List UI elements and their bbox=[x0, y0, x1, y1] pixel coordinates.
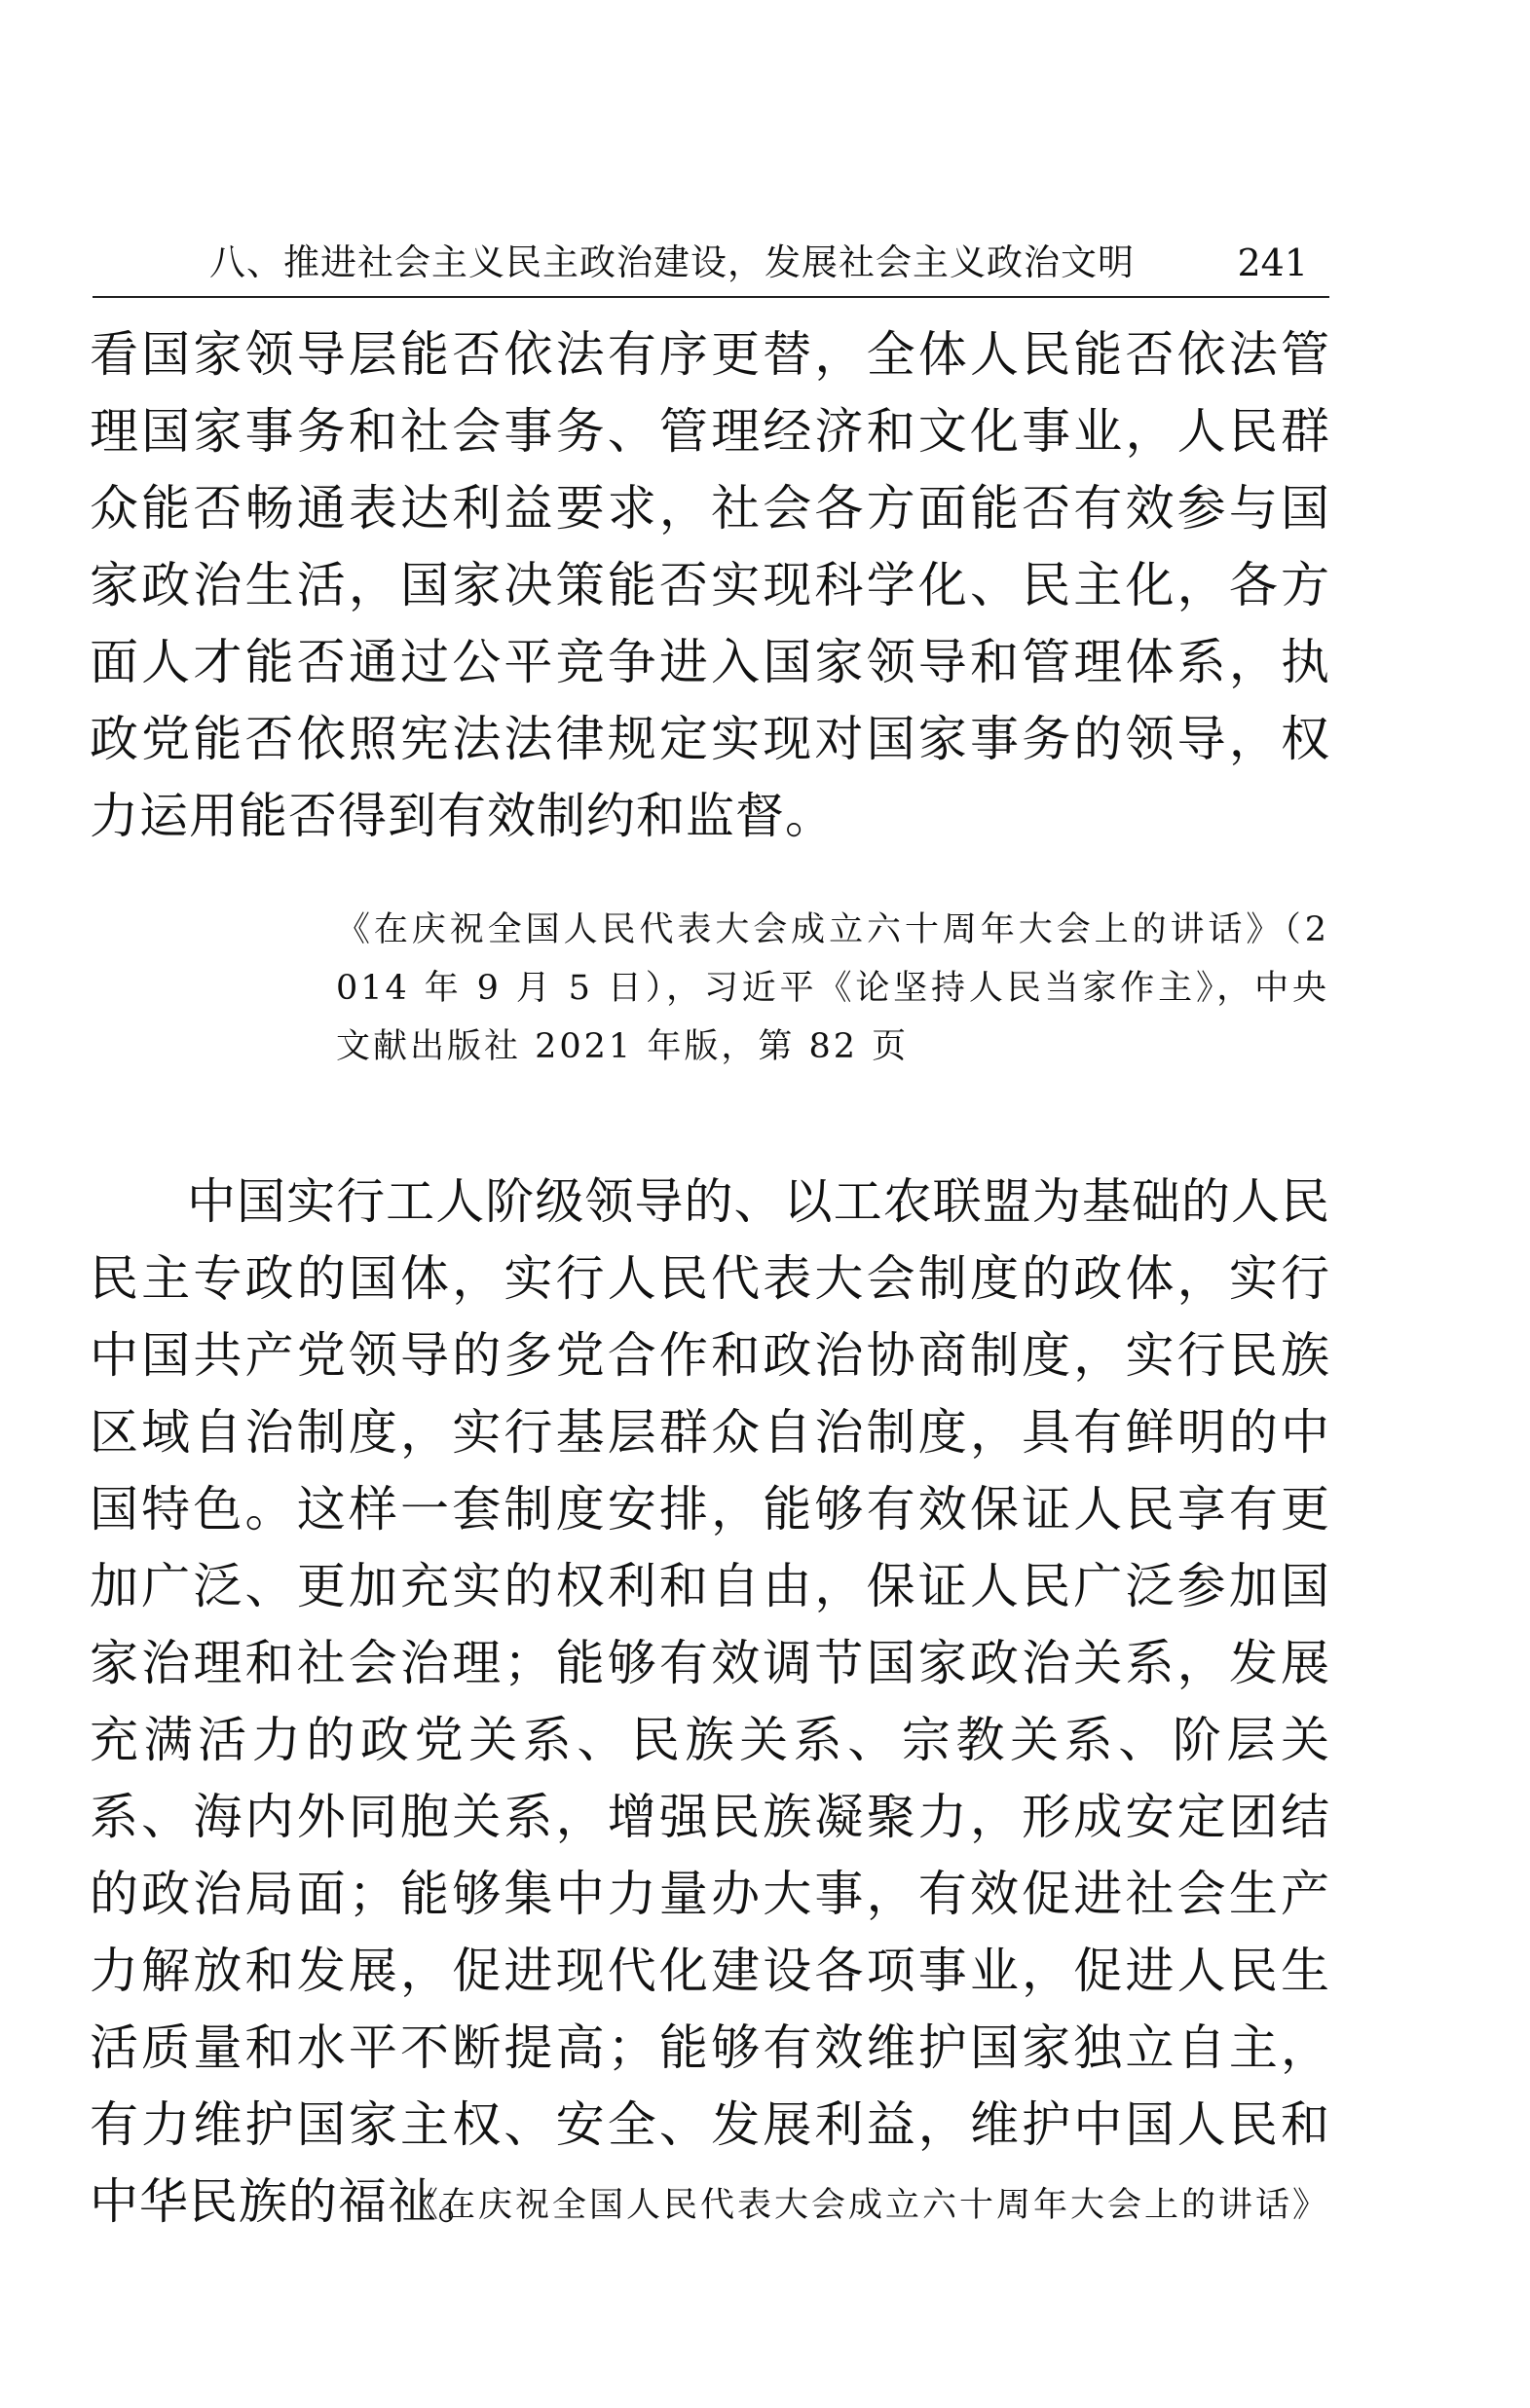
paragraph-text: 看国家领导层能否依法有序更替，全体人民能否依法管理国家事务和社会事务、管理经济和文化事业，人民群众能否畅通表达利益要求，社会各方面能否有效参与国家政治生活，国家决策能否实现科学化、民主化，各方面人才能否通过公平竞争进入国家领导和管理体系，执政党能否依照宪法法律规定实现对国家事务的领导，权力运用能否得到有效制约和监督。 bbox=[90, 326, 1330, 844]
chapter-title: 八、推进社会主义民主政治建设，发展社会主义政治文明 bbox=[209, 241, 1135, 283]
body-paragraph-1 bbox=[90, 316, 1330, 855]
running-header bbox=[93, 234, 1329, 300]
paragraph-text: 中国实行工人阶级领导的、以工农联盟为基础的人民民主专政的国体，实行人民代表大会制度的政体，实行中国共产党领导的多党合作和政治协商制度，实行民族区域自治制度，实行基层群众自治制度，具有鲜明的中国特色。这样一套制度安排，能够有效保证人民享有更加广泛、更加充实的权利和自由，保证人民广泛参加国家治理和社会治理；能够有效调节国家政治关系，发展充满活力的政党关系、民族关系、宗教关系、阶层关系、海内外同胞关系，增强民族凝聚力，形成安定团结的政治局面；能够集中力量办大事，有效促进社会生产力解放和发展，促进现代化建设各项事业，促进人民生活质量和水平不断提高；能够有效维护国家独立自主，有力维护国家主权、安全、发展利益，维护中国人民和中华民族的福祉。 bbox=[90, 1173, 1330, 2230]
body-paragraph-2 bbox=[90, 1164, 1330, 2241]
citation-text: 《在庆祝全国人民代表大会成立六十周年大会上的讲话》 bbox=[403, 2186, 1329, 2225]
citation-1 bbox=[336, 901, 1329, 1076]
page-number: 241 bbox=[1237, 241, 1308, 284]
citation-text: 《在庆祝全国人民代表大会成立六十周年大会上的讲话》（2014 年 9 月 5 日），习近平《论坚持人民当家作主》，中央文献出版社 2021 年版，第 82 页 bbox=[336, 910, 1329, 1066]
header-rule bbox=[93, 296, 1329, 298]
citation-2 bbox=[336, 2176, 1329, 2235]
